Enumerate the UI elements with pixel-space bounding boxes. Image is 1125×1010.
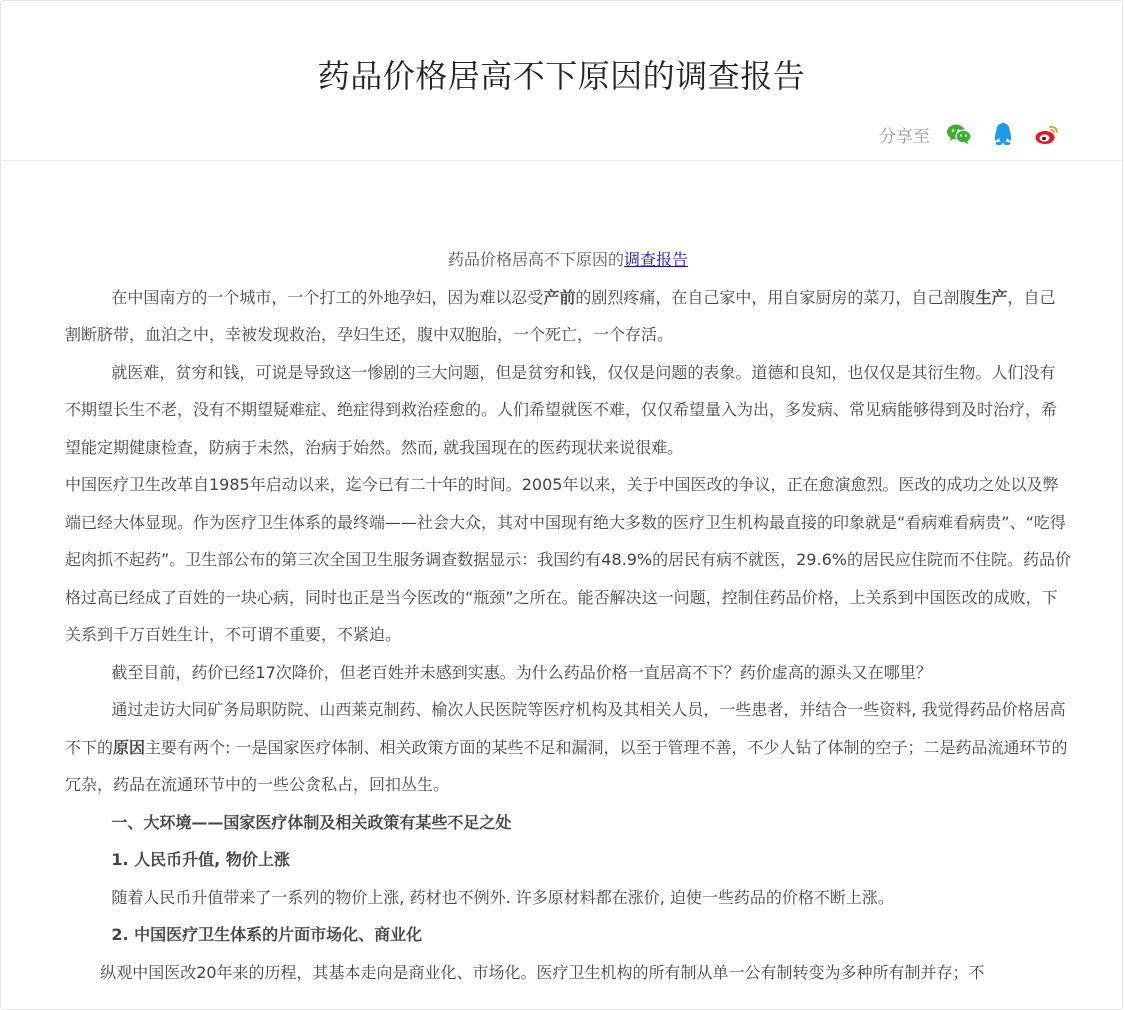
paragraph-1-text-a: 在中国南方的一个城市，一个打工的外地孕妇，因为难以忍受 [111, 287, 544, 307]
article-body [65, 241, 1071, 991]
article-header [1, 1, 1122, 161]
share-bar [879, 121, 1060, 147]
paragraph-1-bold-a: 产前 [543, 287, 576, 307]
paragraph-4: 截至目前，药价已经17次降价，但老百姓并未感到实惠。为什么药品价格一直居高不下？药价虚高的源头又在哪里？ [111, 662, 932, 682]
paragraph-7: 纵观中国医改20年来的历程，其基本走向是商业化、市场化。医疗卫生机构的所有制从单一公有制转变为多种所有制并存；不 [100, 962, 985, 982]
paragraph-3: 中国医疗卫生改革自1985年启动以来，迄今已有二十年的时间。2005年以来，关于中国医改的争议，正在愈演愈烈。医改的成功之处以及弊端已经大体显现。作为医疗卫生体系的最终端——社会大众，其对中国现有绝大多数的医疗卫生机构最直接的印象就是“看病难看病贵”、“吃得起肉抓不起药”。卫生部公布的第三次全国卫生服务调查数据显示：我国约有48.9%的居民有病不就医，29.6%的居民应住院而不住院。药品价格过高已经成了百姓的一块心病，同时也正是当今医改的“瓶颈”之所在。能否解决这一问题，控制住药品价格，上关系到中国医改的成败，下关系到千万百姓生计，不可谓不重要，不紧迫。 [65, 475, 1071, 644]
paragraph-1-text-c: ，自己割断脐带，血泊之中，幸被发现救治，孕妇生还，腹中双胞胎，一个死亡，一个存活。 [65, 287, 1056, 344]
share-label: 分享至 [879, 126, 930, 147]
paragraph-5-bold: 原因 [113, 737, 146, 757]
wechat-icon[interactable] [946, 121, 972, 147]
paragraph-2: 就医难，贫穷和钱，可说是导致这一惨剧的三大问题，但是贫穷和钱，仅仅是问题的表象。道德和良知，也仅仅是其衍生物。人们没有不期望长生不老，没有不期望疑难症、绝症得到救治痊愈的。人们希望就医不难，仅仅希望量入为出，多发病、常见病能够得到及时治疗，希望能定期健康检查，防病于未然，治病于始然。然而, 就我国现在的医药现状来说很难。 [65, 362, 1058, 457]
page-title: 药品价格居高不下原因的调查报告 [317, 57, 806, 95]
subtitle-text: 药品价格居高不下原因的 [447, 250, 624, 269]
weibo-icon[interactable] [1034, 121, 1060, 147]
qq-icon[interactable] [990, 121, 1016, 147]
section-heading-3: 2. 中国医疗卫生体系的片面市场化、商业化 [111, 925, 423, 944]
section-heading-1: 一、大环境——国家医疗体制及相关政策有某些不足之处 [111, 812, 512, 832]
paragraph-1-text-b: 的剧烈疼痛，在自己家中，用自家厨房的菜刀，自己剖腹 [575, 287, 976, 307]
paragraph-5 [65, 691, 1071, 804]
paragraph-6: 随着人民币升值带来了一系列的物价上涨, 药材也不例外. 许多原材料都在涨价, 迫使一些药品的价格不断上涨。 [111, 887, 894, 907]
paragraph-1 [65, 279, 1071, 354]
section-heading-2: 1. 人民币升值, 物价上涨 [111, 850, 290, 869]
article-subtitle [65, 241, 1071, 279]
subtitle-link[interactable]: 调查报告 [624, 250, 689, 269]
paragraph-1-bold-b: 生产 [975, 287, 1008, 307]
paragraph-5-text-a: 通过走访大同矿务局职防院、山西莱克制药、榆次人民医院等医疗机构及其相关人员，一些患者，并结合一些资料, 我觉得药品价格居高不下的 [65, 700, 1066, 757]
paragraph-5-text-b: 主要有两个: 一是国家医疗体制、相关政策方面的某些不足和漏洞，以至于管理不善，不少人钻了体制的空子；二是药品流通环节的冗杂，药品在流通环节中的一些公贪私占，回扣丛生。 [65, 737, 1068, 794]
